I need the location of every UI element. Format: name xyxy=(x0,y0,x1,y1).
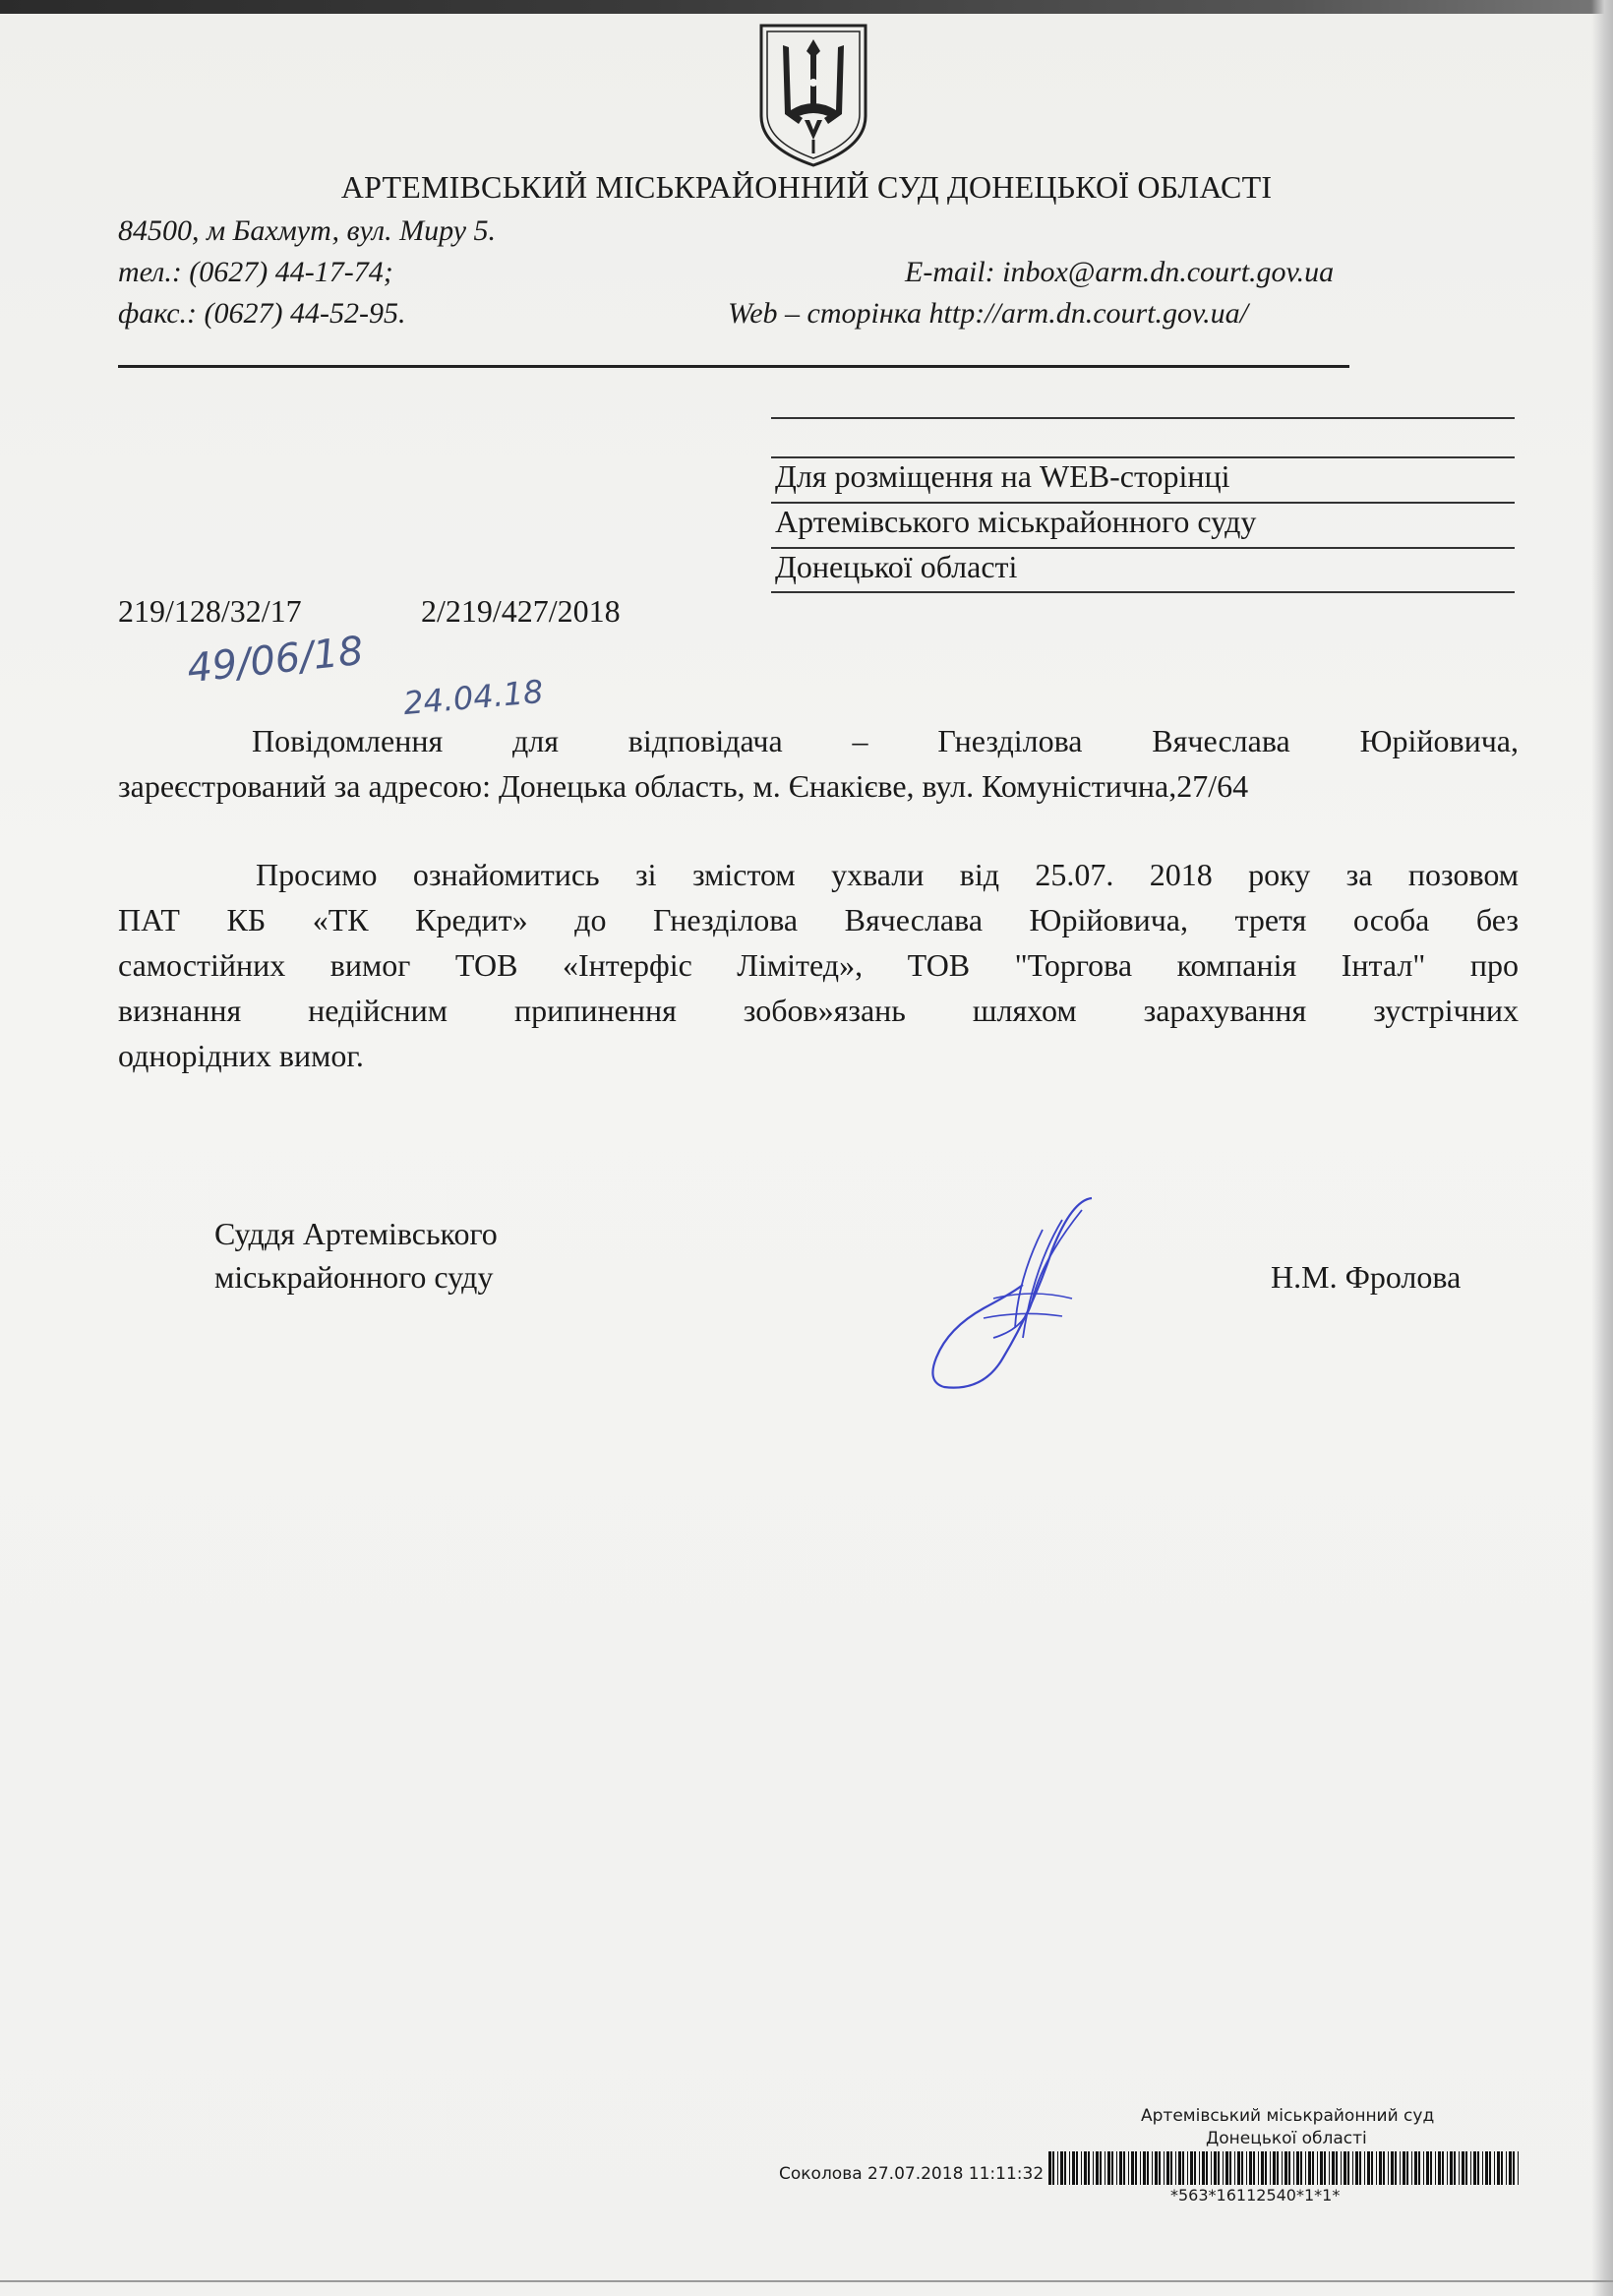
barcode-bar xyxy=(1084,2151,1087,2185)
barcode-bar xyxy=(1270,2151,1271,2185)
barcode-bar xyxy=(1418,2151,1420,2185)
barcode-bar xyxy=(1376,2151,1377,2185)
barcode-bar xyxy=(1096,2151,1099,2185)
barcode-bar xyxy=(1057,2151,1058,2185)
proceeding-number: 2/219/427/2018 xyxy=(421,593,621,629)
handwritten-date: 24.04.18 xyxy=(401,672,545,723)
barcode-bar xyxy=(1435,2151,1436,2185)
barcode-bar xyxy=(1284,2151,1287,2185)
barcode-bar xyxy=(1175,2151,1176,2185)
barcode-bar xyxy=(1391,2151,1394,2185)
barcode-bar xyxy=(1100,2151,1102,2185)
barcode-bar xyxy=(1359,2151,1361,2185)
recipient-text: Для розміщення на WEB-сторінці xyxy=(775,458,1230,494)
barcode-bar xyxy=(1501,2151,1503,2185)
barcode-bar xyxy=(1140,2151,1141,2185)
barcode-bar xyxy=(1423,2151,1424,2185)
barcode-bar xyxy=(1506,2151,1507,2185)
paragraph-line: визнання недійсним припинення зобов»язань шляхом зарахування зустрічних xyxy=(118,993,1519,1028)
barcode-bar xyxy=(1477,2151,1479,2185)
barcode-bar xyxy=(1111,2151,1113,2185)
barcode-bar xyxy=(1324,2151,1326,2185)
barcode-bar xyxy=(1152,2151,1153,2185)
stamp-title: Артемівський міськрайонний суд xyxy=(1141,2106,1435,2126)
barcode-bar xyxy=(1128,2151,1129,2185)
barcode-bar xyxy=(1414,2151,1417,2185)
barcode-bar xyxy=(1450,2151,1453,2185)
barcode-bar xyxy=(1383,2151,1385,2185)
barcode-bar xyxy=(1336,2151,1338,2185)
notice-paragraph xyxy=(118,718,1519,809)
request-paragraph xyxy=(118,852,1519,1078)
barcode-bar xyxy=(1261,2151,1264,2185)
barcode-bar xyxy=(1241,2151,1243,2185)
barcode-bar xyxy=(1465,2151,1467,2185)
barcode-bar xyxy=(1107,2151,1110,2185)
barcode-bar xyxy=(1218,2151,1220,2185)
barcode-bar xyxy=(1081,2151,1082,2185)
header-divider xyxy=(118,365,1349,368)
barcode-bar xyxy=(1143,2151,1146,2185)
barcode-bar xyxy=(1300,2151,1302,2185)
barcode-bar xyxy=(1305,2151,1306,2185)
barcode-bar xyxy=(1052,2151,1054,2185)
barcode-bar xyxy=(1462,2151,1464,2185)
judge-title: Суддя Артемівського xyxy=(214,1216,498,1251)
barcode-bar xyxy=(1430,2151,1432,2185)
paragraph-line: Просимо ознайомитись зі змістом ухвали від 25.07. 2018 року за позовом xyxy=(256,857,1519,892)
case-number: 219/128/32/17 xyxy=(118,593,302,629)
recipient-line xyxy=(771,591,1515,593)
barcode-bar xyxy=(1352,2151,1353,2185)
barcode-bar xyxy=(1355,2151,1358,2185)
scan-right-edge xyxy=(1591,0,1613,2296)
barcode-bar xyxy=(1088,2151,1090,2185)
barcode-bar xyxy=(1494,2151,1495,2185)
barcode-bar xyxy=(1308,2151,1311,2185)
stamp-user-time: Соколова 27.07.2018 11:11:32 xyxy=(779,2164,1045,2184)
barcode-bar xyxy=(1214,2151,1217,2185)
barcode-bar xyxy=(1265,2151,1267,2185)
court-address: 84500, м Бахмут, вул. Миру 5. xyxy=(118,214,497,247)
barcode-bar xyxy=(1442,2151,1444,2185)
coat-of-arms-icon xyxy=(755,22,871,169)
barcode-bar xyxy=(1317,2151,1318,2185)
barcode-bar xyxy=(1206,2151,1208,2185)
barcode-bar xyxy=(1489,2151,1491,2185)
barcode-bar xyxy=(1211,2151,1212,2185)
barcode-bar xyxy=(1277,2151,1279,2185)
barcode-bar xyxy=(1159,2151,1161,2185)
barcode-bar xyxy=(1178,2151,1181,2185)
barcode-bar xyxy=(1194,2151,1196,2185)
barcode-bar xyxy=(1482,2151,1483,2185)
barcode-bar xyxy=(1470,2151,1471,2185)
barcode-bar xyxy=(1253,2151,1255,2185)
barcode-bar xyxy=(1344,2151,1346,2185)
barcode-bar xyxy=(1123,2151,1125,2185)
barcode-bar xyxy=(1403,2151,1405,2185)
barcode-bar xyxy=(1060,2151,1063,2185)
barcode-bar xyxy=(1367,2151,1370,2185)
stamp-subtitle: Донецької області xyxy=(1206,2129,1367,2148)
barcode-bar xyxy=(1182,2151,1184,2185)
barcode-bar xyxy=(1411,2151,1412,2185)
barcode-bar xyxy=(1332,2151,1335,2185)
handwritten-note: 49/06/18 xyxy=(185,628,366,693)
scan-top-edge xyxy=(0,0,1613,14)
court-fax: факс.: (0627) 44-52-95. xyxy=(118,297,406,330)
court-email: E-mail: inbox@arm.dn.court.gov.ua xyxy=(905,256,1335,288)
barcode-bar xyxy=(1447,2151,1448,2185)
barcode-bar xyxy=(1048,2151,1051,2185)
barcode-bar xyxy=(1518,2151,1519,2185)
barcode-bar xyxy=(1223,2151,1224,2185)
barcode-bar xyxy=(1093,2151,1094,2185)
barcode-bar xyxy=(1258,2151,1259,2185)
barcode-bar xyxy=(1438,2151,1441,2185)
barcode-bar xyxy=(1371,2151,1373,2185)
paragraph-line: ПАТ КБ «ТК Кредит» до Гнезділова Вячеслава Юрійовича, третя особа без xyxy=(118,902,1519,937)
barcode-bar xyxy=(1513,2151,1515,2185)
court-name: АРТЕМІВСЬКИЙ МІСЬКРАЙОННИЙ СУД ДОНЕЦЬКОЇ ОБЛАСТІ xyxy=(340,169,1273,205)
barcode-bar xyxy=(1426,2151,1429,2185)
barcode-bar xyxy=(1329,2151,1330,2185)
barcode-bar xyxy=(1485,2151,1488,2185)
barcode-bar xyxy=(1225,2151,1228,2185)
barcode-number: *563*16112540*1*1* xyxy=(1170,2186,1341,2205)
barcode-bar xyxy=(1246,2151,1247,2185)
barcode-bar xyxy=(1347,2151,1349,2185)
barcode-bar xyxy=(1406,2151,1408,2185)
barcode-bar xyxy=(1454,2151,1456,2185)
barcode-bar xyxy=(1379,2151,1382,2185)
barcode-bar xyxy=(1237,2151,1240,2185)
barcode-bar xyxy=(1135,2151,1137,2185)
barcode-bar xyxy=(1473,2151,1476,2185)
paragraph-line: самостійних вимог ТОВ «Інтерфіс Лімітед», ТОВ "Торгова компанія Інтал" про xyxy=(118,947,1519,983)
court-website: Web – сторінка http://arm.dn.court.gov.ua/ xyxy=(728,297,1248,330)
recipient-line xyxy=(771,417,1515,419)
barcode-bar xyxy=(1234,2151,1235,2185)
handwritten-signature xyxy=(925,1190,1102,1397)
barcode-bar xyxy=(1190,2151,1193,2185)
recipient-text: Артемівського міськрайонного суду xyxy=(775,504,1257,539)
paragraph-line: зареєстрований за адресою: Донецька область, м. Єнакієве, вул. Комуністична,27/64 xyxy=(118,768,1249,804)
barcode-bar xyxy=(1288,2151,1290,2185)
barcode-bar xyxy=(1202,2151,1205,2185)
barcode-bar xyxy=(1364,2151,1365,2185)
recipient-text: Донецької області xyxy=(775,549,1018,584)
court-phone: тел.: (0627) 44-17-74; xyxy=(118,256,393,288)
barcode-bar xyxy=(1076,2151,1078,2185)
barcode-bar xyxy=(1497,2151,1500,2185)
barcode-bar xyxy=(1229,2151,1231,2185)
paragraph-line: однорідних вимог. xyxy=(118,1038,364,1073)
barcode-bar xyxy=(1164,2151,1165,2185)
barcode-bar xyxy=(1155,2151,1158,2185)
barcode-bar xyxy=(1341,2151,1342,2185)
barcode-bar xyxy=(1293,2151,1294,2185)
barcode-bar xyxy=(1249,2151,1252,2185)
barcode-bar xyxy=(1459,2151,1460,2185)
barcode-bar xyxy=(1187,2151,1188,2185)
barcode-bar xyxy=(1388,2151,1389,2185)
barcode-bar xyxy=(1069,2151,1070,2185)
barcode-bar xyxy=(1064,2151,1066,2185)
barcode-bar xyxy=(1273,2151,1276,2185)
barcode-bar xyxy=(1072,2151,1075,2185)
barcode-bar xyxy=(1166,2151,1169,2185)
barcode-bar xyxy=(1395,2151,1397,2185)
judge-name: Н.М. Фролова xyxy=(1271,1259,1462,1295)
paragraph-line: Повідомлення для відповідача – Гнезділова Вячеслава Юрійовича, xyxy=(252,723,1519,758)
barcode-bar xyxy=(1320,2151,1323,2185)
barcode-bar xyxy=(1312,2151,1314,2185)
barcode-bar xyxy=(1170,2151,1172,2185)
barcode-bar xyxy=(1116,2151,1117,2185)
barcode xyxy=(1048,2151,1524,2185)
barcode-bar xyxy=(1282,2151,1283,2185)
barcode-bar xyxy=(1509,2151,1512,2185)
barcode-bar xyxy=(1119,2151,1122,2185)
scan-bottom-edge xyxy=(0,2280,1613,2282)
barcode-bar xyxy=(1400,2151,1401,2185)
barcode-bar xyxy=(1147,2151,1149,2185)
barcode-bar xyxy=(1199,2151,1200,2185)
barcode-bar xyxy=(1296,2151,1299,2185)
barcode-bar xyxy=(1131,2151,1134,2185)
judge-title: міськрайонного суду xyxy=(214,1259,494,1295)
